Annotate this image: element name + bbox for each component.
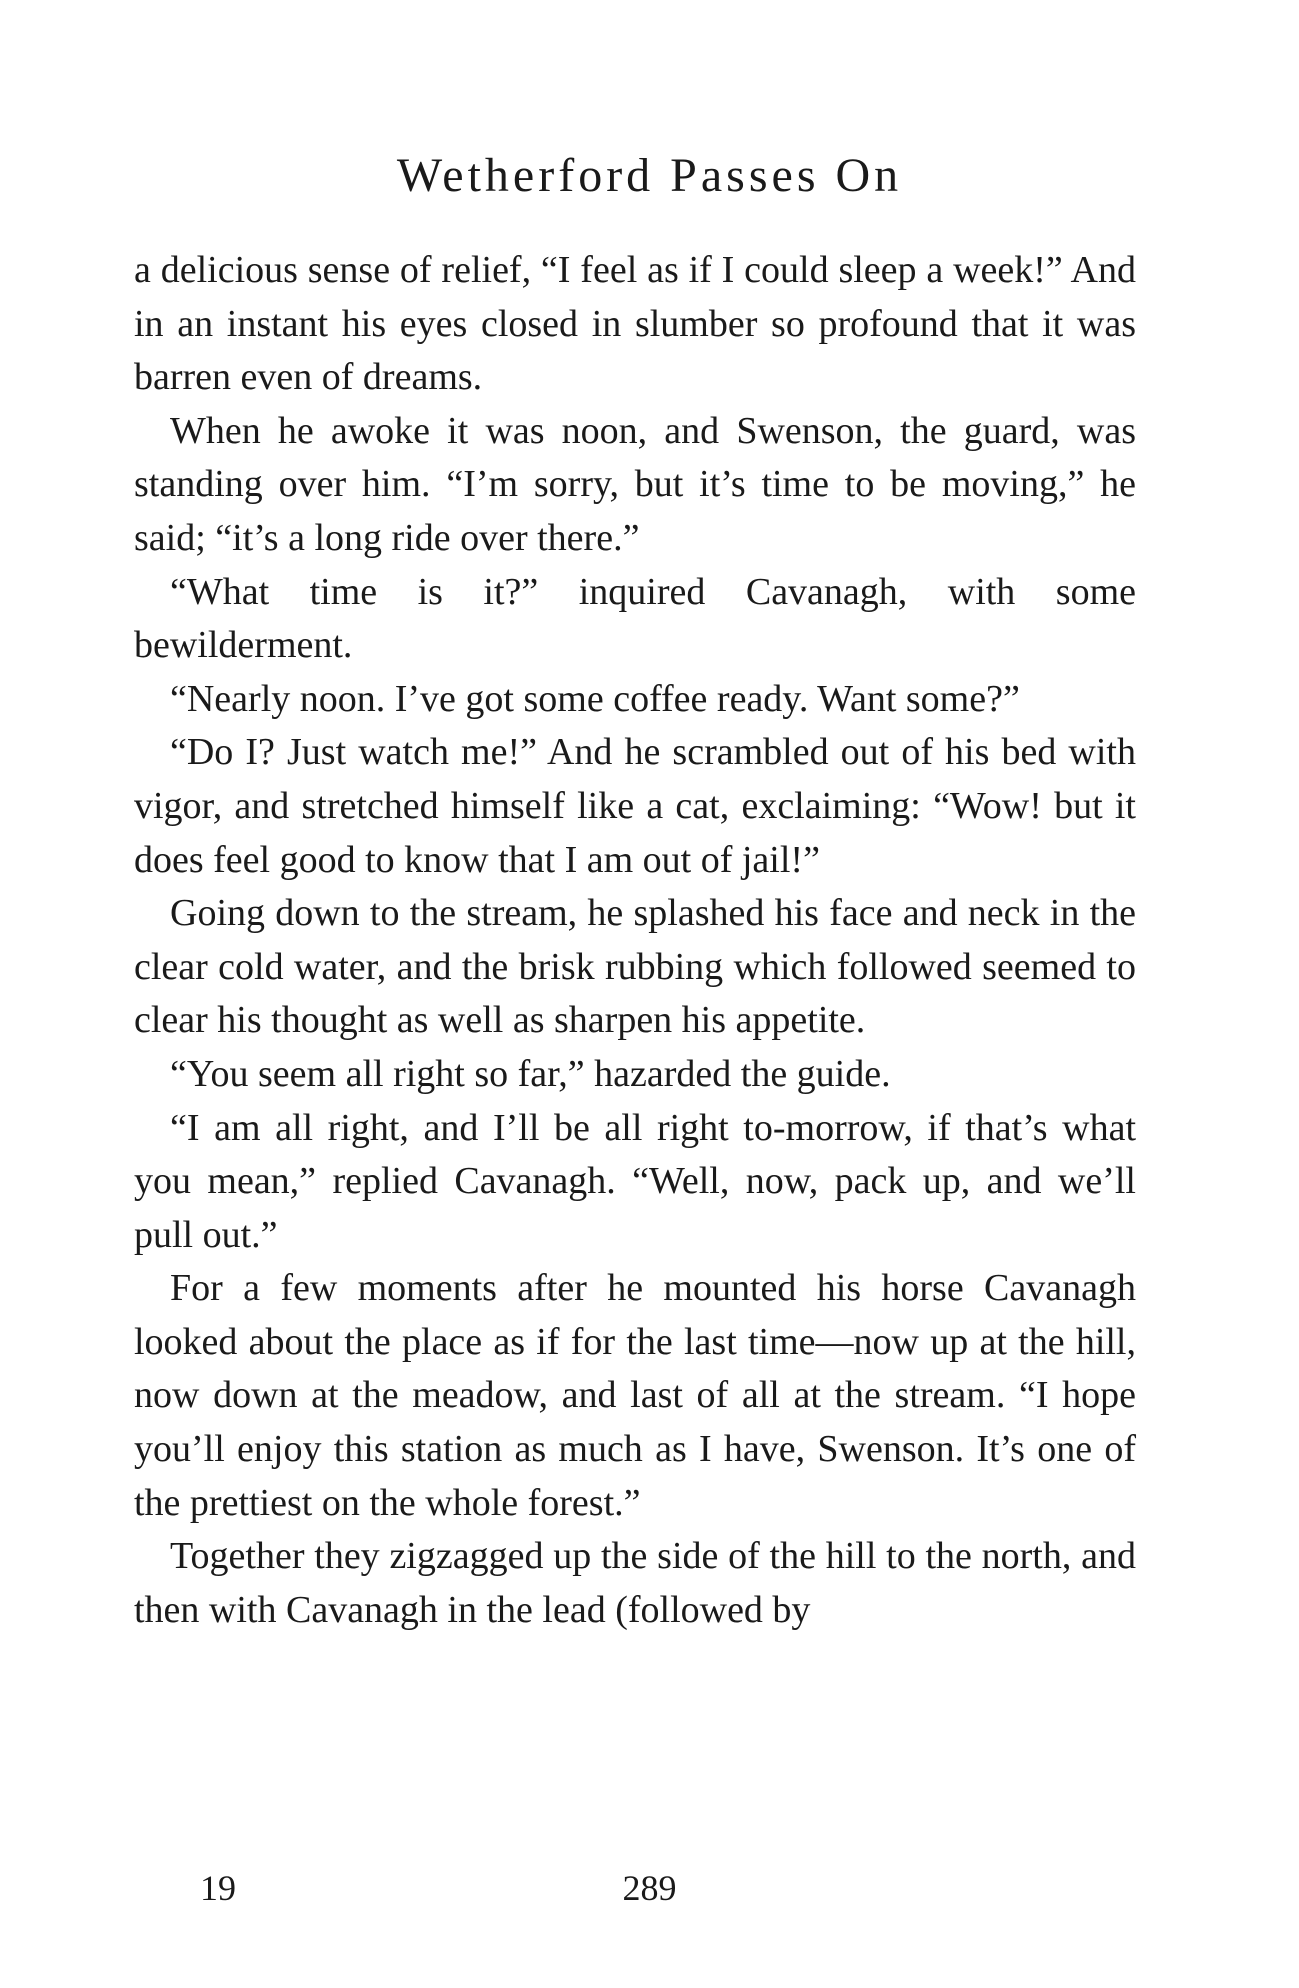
- paragraph: “I am all right, and I’ll be all right to-morrow, if that’s what you mean,” replied Cavanagh. “Well, now, pack up, and we’ll pull out.”: [134, 1106, 1136, 1256]
- body-text: [134, 244, 1136, 1637]
- paragraph: Going down to the stream, he splashed his face and neck in the clear cold water, and the brisk rubbing which followed seemed to clear his thought as well as sharpen his appetite.: [134, 892, 1136, 1042]
- paragraph: When he awoke it was noon, and Swenson, the guard, was standing over him. “I’m sorry, but it’s time to be moving,” he said; “it’s a long ride over there.”: [134, 409, 1136, 559]
- paragraph: “What time is it?” inquired Cavanagh, with some bewilderment.: [134, 570, 1136, 667]
- paragraph: “You seem all right so far,” hazarded the guide.: [170, 1052, 891, 1095]
- signature-mark: 19: [200, 1868, 236, 1908]
- running-head: Wetherford Passes On: [396, 149, 903, 202]
- page-footer: [0, 1858, 1299, 1918]
- paragraph: a delicious sense of relief, “I feel as if I could sleep a week!” And in an instant his eyes closed in slumber so profound that it was barren even of dreams.: [134, 249, 1136, 399]
- paragraph: For a few moments after he mounted his horse Cavanagh looked about the place as if for the last time—now up at the hill, now down at the meadow, and last of all at the stream. “I hope you’ll enjoy this station as much as I have, Swenson. It’s one of the prettiest on the whole forest.”: [134, 1267, 1136, 1524]
- paragraph: “Nearly noon. I’ve got some coffee ready. Want some?”: [170, 677, 1020, 720]
- paragraph: Together they zigzagged up the side of the hill to the north, and then with Cavanagh in the lead (followed by: [134, 1535, 1136, 1631]
- paragraph: “Do I? Just watch me!” And he scrambled out of his bed with vigor, and stretched himself like a cat, exclaiming: “Wow! but it does feel good to know that I am out of jail!”: [134, 731, 1136, 881]
- page-number: 289: [622, 1868, 677, 1908]
